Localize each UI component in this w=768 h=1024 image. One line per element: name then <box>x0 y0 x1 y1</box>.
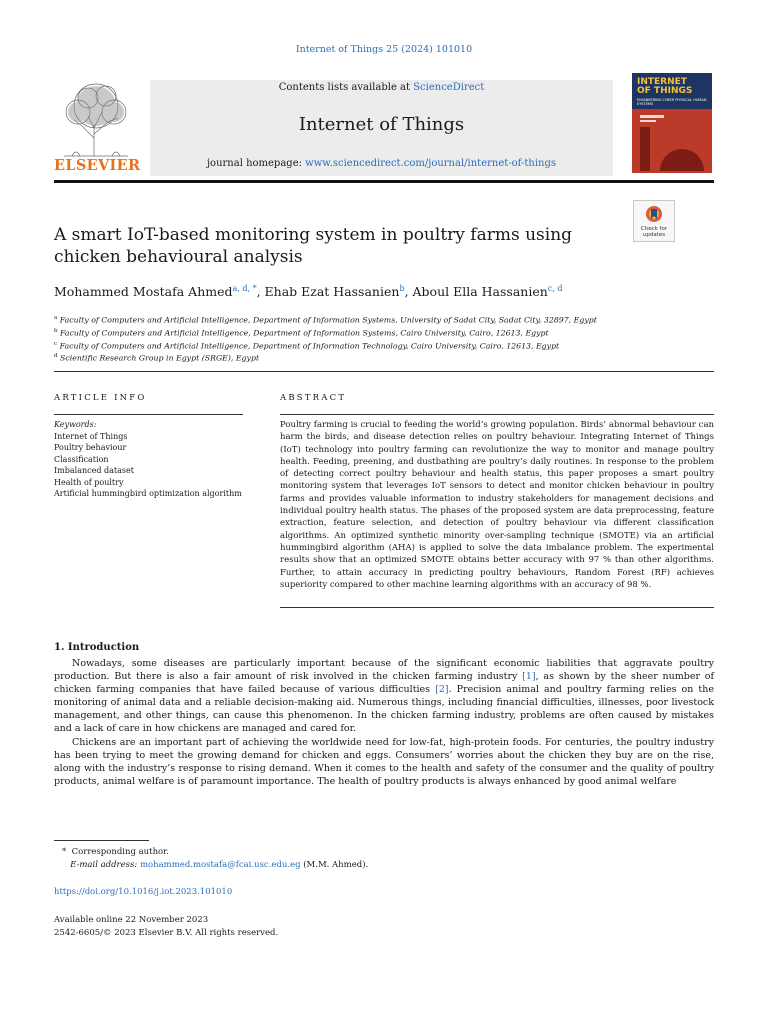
cover-title: INTERNET OF THINGS <box>637 77 693 96</box>
cover-art <box>632 109 712 173</box>
contents-prefix: Contents lists available at <box>278 82 414 93</box>
abstract-heading: ABSTRACT <box>280 393 347 403</box>
journal-cover[interactable] <box>632 73 712 173</box>
introduction-body <box>54 657 714 788</box>
journal-reference[interactable]: Internet of Things 25 (2024) 101010 <box>295 44 473 55</box>
abstract-text: Poultry farming is crucial to feeding the world’s growing population. Birds’ abnormal behaviour can harm the birds, and disease detection relies on poultry behaviour. Integrating Internet of Things (IoT) technology into poultry farming can revolutionize the way to monitor and manage poultry health. Feeding, preening, and dustbathing are poultry’s daily routines. In response to the problem of detecting correct poultry behaviour and health status, this paper proposes a smart poultry monitoring system that leverages IoT sensors to detect and monitor chicken behaviour in poultry farms and provides valuable information to industry stakeholders for management decisions and individual poultry health status. The phases of the proposed system are data preprocessing, feature extraction, feature selection, and detection of poultry behaviour via different classification algorithms. An optimized synthetic minority over-sampling technique (SMOTE) via an artificial hummingbird algorithm (AHA) is applied to solve the data imbalance problem. The experimental results show that an optimized SMOTE obtains better accuracy with 97 % than other algorithms. Further, to attain accuracy in predicting poultry behaviours, Random Forest (RF) achieves superiority compared to other machine learning algorithms with an accuracy of 98 %. <box>280 420 714 590</box>
available-online: Available online 22 November 2023 <box>54 915 209 925</box>
homepage-line <box>150 158 613 169</box>
reference-link[interactable]: [2] <box>435 684 449 696</box>
journal-name: Internet of Things <box>298 114 465 135</box>
affiliation-c: $^c$ Faculty of Computers and Artificial Intelligence, Department of Information Technology, Cairo University, Cairo, 12613, Egypt <box>54 340 560 351</box>
abstract-rule <box>280 414 714 415</box>
doi-link[interactable]: https://doi.org/10.1016/j.iot.2023.101010 <box>54 887 233 897</box>
check-updates-label: Check for updates <box>640 226 668 238</box>
contents-line <box>150 82 613 93</box>
publication-info <box>54 914 278 939</box>
copyright: 2542-6605/© 2023 Elsevier B.V. All rights reserved. <box>54 927 279 938</box>
author-3[interactable]: Aboul Ella Hassanien$^{c, d}$ <box>412 284 563 299</box>
footnote <box>54 846 714 871</box>
corresponding-author-note: * Corresponding author. <box>62 847 169 857</box>
footnote-rule <box>54 840 149 841</box>
reference-link[interactable]: [1] <box>522 671 536 683</box>
keywords-label: Keywords: <box>54 420 97 429</box>
affiliation-d: $^d$ Scientific Research Group in Egypt (SRGE), Egypt <box>54 353 260 363</box>
sciencedirect-link[interactable]: ScienceDirect <box>413 82 485 93</box>
affiliation-b: $^b$ Faculty of Computers and Artificial Intelligence, Department of Information Systems, Cairo University, Cairo, 12613, Egypt <box>54 327 549 338</box>
author-email-link[interactable]: mohammed.mostafa@fcai.usc.edu.eg <box>139 859 301 870</box>
journal-homepage-link[interactable]: www.sciencedirect.com/journal/internet-of-things <box>305 158 557 169</box>
title-block-rule <box>54 371 714 372</box>
cover-subtitle: ENGINEERING CYBER PHYSICAL HUMAN SYSTEMS <box>637 98 707 106</box>
keyword: Internet of Things <box>54 431 128 441</box>
author-2[interactable]: Ehab Ezat Hassanien$^b$, <box>264 284 413 299</box>
keyword: Poultry behaviour <box>54 443 127 452</box>
article-info-rule <box>54 414 243 415</box>
author-list <box>54 284 562 299</box>
article-info-heading: ARTICLE INFO <box>54 393 147 403</box>
paper-title: A smart IoT-based monitoring system in poultry farms using chicken behavioural analysis <box>54 225 573 267</box>
elsevier-wordmark[interactable]: ELSEVIER <box>54 157 141 174</box>
keyword: Health of poultry <box>54 477 124 487</box>
intro-paragraph-1: Nowadays, some diseases are particularly important because of the significant economic liabilities that aggravate poultry production. But there is also a fair amount of risk involved in the chicken farming industry [1], as shown by the sheer number of chicken farming companies that have failed because of various difficulties [2]. Precision animal and poultry farming relies on the monitoring of animal data and a reliable decision-making aid. Numerous things, including financial difficulties, illnesses, poor livestock management, and other things, can cause this phenomenon. In the chicken farming industry, problems are often caused by mistakes and a lack of care in how chickens are managed and cared for. <box>54 658 714 735</box>
keyword: Imbalanced dataset <box>54 466 134 475</box>
check-for-updates-badge[interactable] <box>633 200 675 242</box>
email-line: E-mail address: mohammed.mostafa@fcai.usc.edu.eg (M.M. Ahmed). <box>70 859 369 870</box>
keywords-block <box>54 419 254 500</box>
homepage-prefix: journal homepage: <box>206 158 306 169</box>
affiliation-a: $^a$ Faculty of Computers and Artificial Intelligence, Department of Information Systems, University of Sadat City, Sadat City, 32897, Egypt <box>54 315 597 325</box>
masthead-rule <box>54 180 714 183</box>
keyword: Artificial hummingbird optimization algorithm <box>54 489 242 498</box>
abstract-bottom-rule <box>280 607 714 608</box>
affiliations <box>54 313 714 364</box>
introduction-heading: 1. Introduction <box>54 642 140 653</box>
intro-paragraph-2: Chickens are an important part of achieving the worldwide need for low-fat, high-protein foods. For centuries, the poultry industry has been trying to meet the growing demand for chicken and eggs. Consumers’ worries about the chicken they buy are on the rise, along with the industry’s response to rising demand. When it comes to the health and safety of the consumer and the quality of poultry products, animal welfare is of paramount importance. The health of poultry products is always enhanced by good animal welfare <box>54 736 714 787</box>
author-1[interactable]: Mohammed Mostafa Ahmed$^{a, d, *}$, <box>54 284 265 299</box>
bookmark-icon <box>645 205 663 225</box>
keyword: Classification <box>54 454 109 464</box>
